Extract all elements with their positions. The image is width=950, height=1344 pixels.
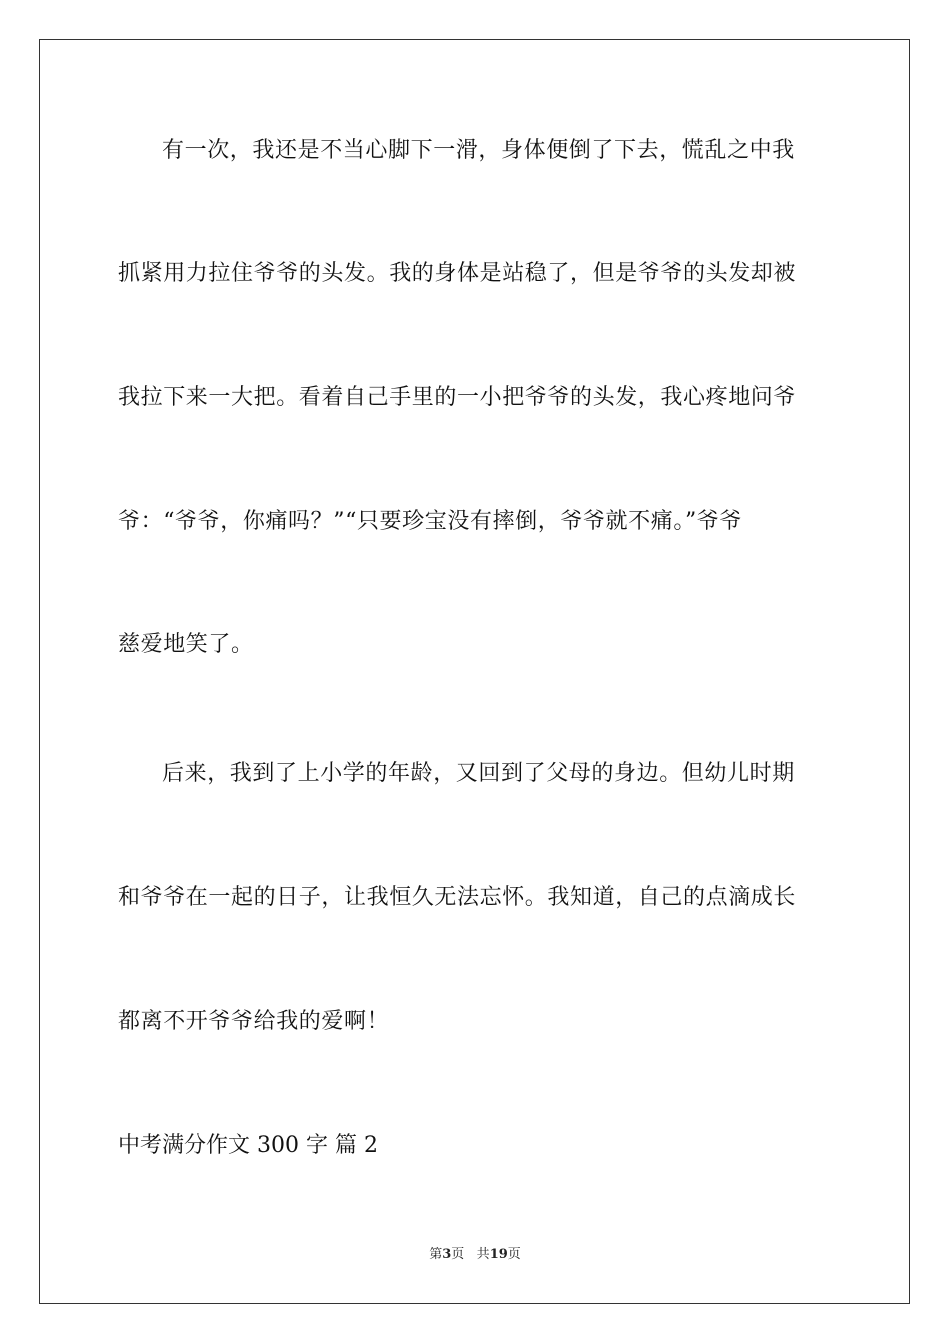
footer-current-page: 3	[442, 1247, 452, 1262]
paragraph-line: 爷：“爷爷，你痛吗？”“只要珍宝没有摔倒，爷爷就不痛。”爷爷	[118, 509, 742, 534]
paragraph-line: 有一次，我还是不当心脚下一滑，身体便倒了下去，慌乱之中我	[162, 138, 795, 163]
footer-total-prefix: 共	[476, 1247, 490, 1262]
paragraph-line: 我拉下来一大把。看着自己手里的一小把爷爷的头发，我心疼地问爷	[118, 385, 797, 410]
page-frame	[39, 39, 910, 1304]
footer-total-pages: 19	[489, 1247, 508, 1262]
page-footer	[0, 1246, 950, 1264]
footer-page-label: 页	[451, 1247, 465, 1262]
paragraph-line: 后来，我到了上小学的年龄，又回到了父母的身边。但幼儿时期	[162, 761, 795, 786]
footer-total-label: 页	[507, 1247, 521, 1262]
paragraph-line: 慈爱地笑了。	[118, 632, 254, 657]
paragraph-line: 抓紧用力拉住爷爷的头发。我的身体是站稳了，但是爷爷的头发却被	[118, 261, 797, 286]
paragraph-line: 和爷爷在一起的日子，让我恒久无法忘怀。我知道，自己的点滴成长	[118, 885, 797, 910]
footer-prefix: 第	[429, 1247, 443, 1262]
section-heading: 中考满分作文 300 字 篇 2	[118, 1133, 378, 1158]
paragraph-line: 都离不开爷爷给我的爱啊！	[118, 1009, 390, 1034]
